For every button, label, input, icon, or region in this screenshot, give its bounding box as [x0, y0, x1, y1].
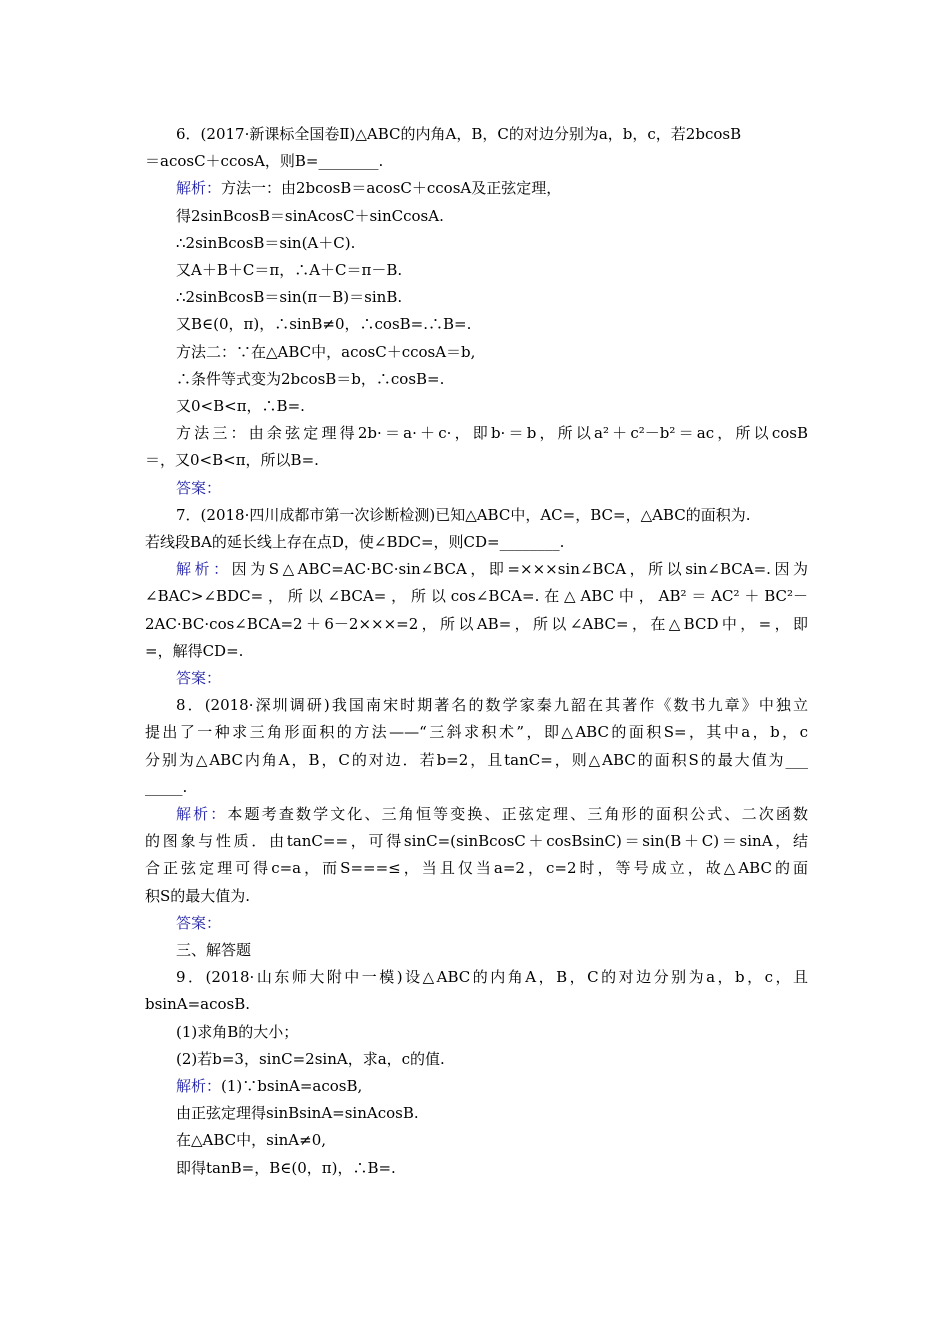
- line-text: 9．(2018·山东师大附中一模)设△ABC的内角A，B，C的对边分别为a，b，c，且: [176, 968, 808, 987]
- text-line: [176, 1130, 326, 1150]
- text-line: [176, 233, 355, 253]
- line-text: 分别为△ABC内角A，B，C的对边．若b=2，且tanC=，则△ABC的面积S的最大值为___: [145, 750, 808, 769]
- text-line: [176, 396, 305, 416]
- text-line: [176, 423, 808, 443]
- text-line: [145, 614, 808, 634]
- section-label: 答案：: [176, 478, 222, 497]
- text-line: [145, 858, 808, 878]
- line-text: ∴条件等式变为2bcosB＝b，∴cosB=.: [176, 369, 445, 388]
- text-line: [176, 505, 750, 525]
- text-line: [176, 342, 475, 362]
- line-text: 方法一：由2bcosB＝acosC＋ccosA及正弦定理，: [221, 179, 562, 198]
- text-line: [176, 1076, 362, 1096]
- text-line: [176, 287, 402, 307]
- text-line: [145, 151, 383, 171]
- text-line: [145, 532, 564, 552]
- text-line: [176, 940, 251, 960]
- text-line: [176, 1103, 419, 1123]
- line-text: _____.: [145, 777, 188, 796]
- section-label: 解析：: [176, 805, 228, 823]
- text-line: [176, 559, 808, 579]
- text-line: [176, 478, 221, 498]
- line-text: 由正弦定理得sinBsinA=sinAcosB.: [176, 1104, 419, 1123]
- text-line: [145, 886, 250, 906]
- line-text: 又B∈(0，π)，∴sinB≠0，∴cosB=.∴B=.: [176, 315, 472, 334]
- text-line: [176, 206, 444, 226]
- text-line: [176, 668, 221, 688]
- line-text: ∴2sinBcosB＝sin(A＋C).: [176, 233, 356, 252]
- line-text: 合正弦定理可得c=a，而S===≤，当且仅当a=2，c=2时，等号成立，故△ABC的面: [145, 859, 808, 878]
- text-line: [145, 777, 187, 797]
- text-line: [176, 695, 808, 715]
- line-text: 方法三：由余弦定理得2b·＝a·＋c·，即b·＝b，所以a²＋c²－b²＝ac，所以cosB: [176, 424, 808, 443]
- line-text: ∠BAC>∠BDC=，所以∠BCA=，所以cos∠BCA=.在△ABC中，AB²＝AC²＋BC²－: [145, 587, 808, 606]
- text-line: [176, 804, 808, 824]
- line-text: 提出了一种求三角形面积的方法——“三斜求积术”，即△ABC的面积S=，其中a，b，c: [145, 723, 808, 742]
- section-label: 解析：: [176, 1077, 222, 1095]
- line-text: 在△ABC中，sinA≠0,: [176, 1131, 327, 1150]
- line-text: ＝，又0<B<π，所以B=.: [145, 451, 319, 470]
- text-line: [145, 586, 808, 606]
- text-line: [176, 124, 741, 144]
- text-line: [176, 369, 444, 389]
- line-text: (1)∵bsinA=acosB,: [221, 1077, 363, 1095]
- text-line: [176, 260, 402, 280]
- line-text: 本题考查数学文化、三角恒等变换、正弦定理、三角形的面积公式、二次函数: [227, 805, 808, 823]
- line-text: 8．(2018·深圳调研)我国南宋时期著名的数学家秦九韶在其著作《数书九章》中独立: [176, 696, 808, 715]
- text-line: [176, 1049, 445, 1069]
- text-line: [176, 178, 561, 198]
- line-text: 三、解答题: [176, 941, 252, 959]
- line-text: 因为S△ABC=AC·BC·sin∠BCA，即=×××sin∠BCA，所以sin∠BCA=.因为: [231, 560, 808, 579]
- line-text: 积S的最大值为.: [145, 886, 251, 905]
- section-label: 答案：: [176, 913, 222, 932]
- line-text: 7．(2018·四川成都市第一次诊断检测)已知△ABC中，AC=，BC=，△ABC的面积为.: [176, 505, 751, 524]
- line-text: ＝acosC＋ccosA，则B=________.: [145, 152, 384, 171]
- line-text: 即得tanB=，B∈(0，π)，∴B=.: [176, 1158, 396, 1177]
- text-line: [145, 641, 243, 661]
- section-label: 解析：: [176, 179, 222, 198]
- line-text: 的图象与性质．由tanC==，可得sinC=(sinBcosC＋cosBsinC)＝sin(B＋C)＝sinA，结: [145, 832, 808, 851]
- line-text: =，解得CD=.: [145, 641, 244, 660]
- section-label: 答案：: [176, 669, 222, 687]
- text-line: [145, 450, 319, 470]
- line-text: ∴2sinBcosB＝sin(π－B)＝sinB.: [176, 288, 403, 307]
- text-line: [176, 1158, 396, 1178]
- line-text: 又A＋B＋C＝π，∴A＋C＝π－B.: [176, 261, 403, 279]
- text-line: [176, 314, 471, 334]
- line-text: 2AC·BC·cos∠BCA=2＋6－2×××=2，所以AB=，所以∠ABC=，在△BCD中，=，即: [145, 614, 808, 633]
- text-line: [145, 722, 808, 742]
- line-text: bsinA=acosB.: [145, 995, 251, 1014]
- line-text: 方法二：∵在△ABC中，acosC＋ccosA＝b,: [176, 342, 476, 361]
- line-text: 6．(2017·新课标全国卷Ⅱ)△ABC的内角A，B，C的对边分别为a，b，c，若2bcosB: [176, 125, 742, 143]
- text-line: [145, 831, 808, 851]
- text-line: [176, 967, 808, 987]
- section-label: 解析：: [176, 560, 232, 579]
- line-text: (1)求角B的大小；: [176, 1022, 299, 1041]
- text-line: [145, 994, 250, 1014]
- text-line: [176, 913, 221, 933]
- line-text: 得2sinBcosB＝sinAcosC＋sinCcosA.: [176, 206, 444, 225]
- line-text: 又0<B<π，∴B=.: [176, 397, 305, 415]
- text-line: [145, 750, 808, 770]
- line-text: 若线段BA的延长线上存在点D，使∠BDC=，则CD=________.: [145, 533, 565, 551]
- line-text: (2)若b=3，sinC=2sinA，求a，c的值.: [176, 1049, 445, 1068]
- text-line: [176, 1022, 298, 1042]
